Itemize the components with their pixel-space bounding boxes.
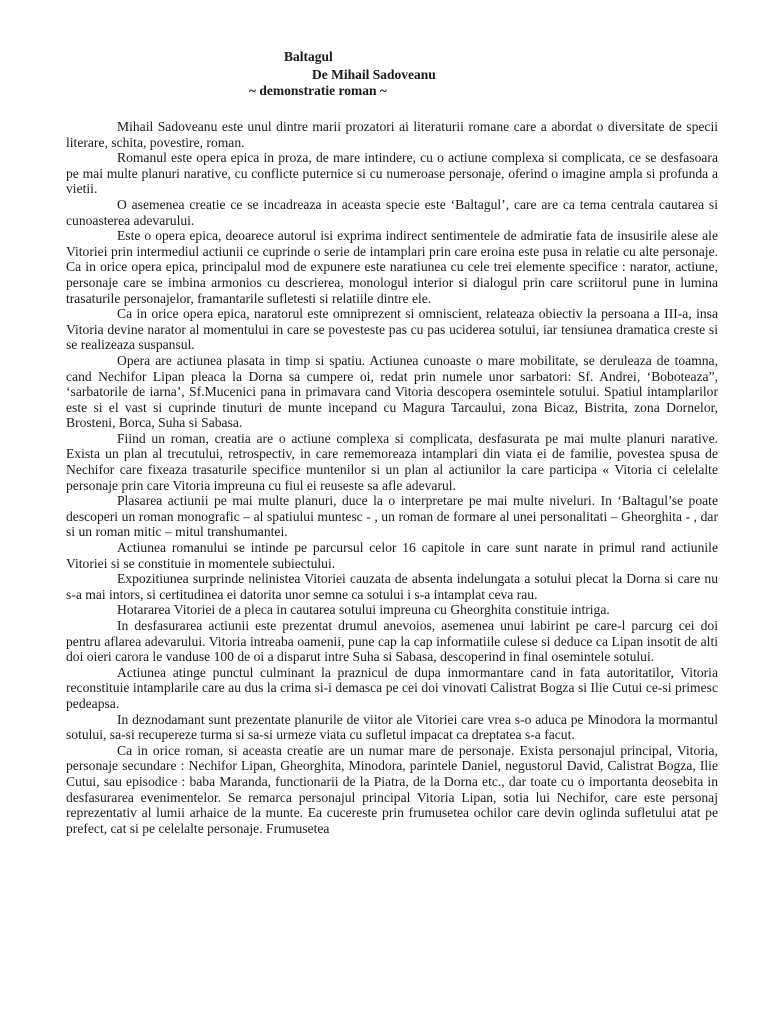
paragraph: Fiind un roman, creatia are o actiune complexa si complicata, desfasurata pe mai multe planuri narative. Exista un plan al trecutului, retrospectiv, in care rememoreaza intamplari din viata ei de familie, povestea spusa de Nechifor care fixeaza trasaturile specifice muntenilor si un plan al actiunilor la care participa « Vitoria ci celelalte personaje prin care Vitoria impreuna cu fiul ei reuseste sa afle adevarul. [66,430,718,493]
paragraph: Actiunea romanului se intinde pe parcursul celor 16 capitole in care sunt narate in primul rand actiunile Vitoriei si se constituie in momentele subiectului. [66,540,718,571]
body-text [66,119,718,836]
paragraph: In deznodamant sunt prezentate planurile de viitor ale Vitoriei care vrea s-o aduca pe Minodora la mormantul sotului, sa-si recupereze turma si sa-si urmeze viata cu sufletul impacat ca dreptatea s-a facut. [66,711,718,743]
paragraph: Plasarea actiunii pe mai multe planuri, duce la o interpretare pe mai multe niveluri. In ‘Baltagul’se poate descoperi un roman monografic – al spatiului muntesc - , un roman de formare al unei personalitati – Gheorghita - , dar si un roman mitic – mitul transhumantei. [66,493,718,540]
paragraph: Ca in orice opera epica, naratorul este omniprezent si omniscient, relateaza obiectiv la persoana a III-a, insa Vitoria devine narator al momentului in care se povesteste pas cu pas uciderea sotului, iar tensiunea dramatica creste si se realizeaza suspansul. [66,306,718,353]
paragraph: Romanul este opera epica in proza, de mare intindere, cu o actiune complexa si complicata, ce se desfasoara pe mai multe planuri narative, cu conflicte puternice si cu numeroase personaje, oferind o imagine ampla si profunda a vietii. [66,150,718,197]
paragraph: O asemenea creatie ce se incadreaza in aceasta specie este ‘Baltagul’, care are ca tema centrala cautarea si cunoasterea adevarului. [66,196,718,228]
paragraph: Expozitiunea surprinde nelinistea Vitoriei cauzata de absenta indelungata a sotului plecat la Dorna si care nu s-a mai intors, si certitudinea ei datorita unor semne ca sotului i s-a intamplat ceva rau. [66,571,718,602]
paragraph: Este o opera epica, deoarece autorul isi exprima indirect sentimentele de admiratie fata de insusirile alese ale Vitoriei prin intermediul actiunii ce cuprinde o serie de intamplari prin care eroina este pusa in relatie cu alte personaje. Ca in orice opera epica, principalul mod de expunere este naratiunea cu cele trei elemente specifice : narator, actiune, personaje care se imbina armonios cu descrierea, monologul interior si dialogul prin care scriitorul pune in lumina trasaturile personajelor, framantarile sufletesti si relatiile dintre ele. [66,228,718,306]
paragraph: Hotararea Vitoriei de a pleca in cautarea sotului impreuna cu Gheorghita constituie intriga. [117,602,610,618]
paragraph: Opera are actiunea plasata in timp si spatiu. Actiunea cunoaste o mare mobilitate, se deruleaza de toamna, cand Nechifor Lipan pleaca la Dorna sa cumpere oi, redat prin numele unor sarbatori: Sf. Andrei, ‘Boboteaza”, ‘sarbatorile de iarna’, Sf.Mucenici pana in primavara cand Vitoria descopera osemintele sotului. Spatiul intamplarilor este si el vast si cuprinde tinuturi de munte incepand cu Magura Tarcaului, zona Bicaz, Bistrita, zona Dornelor, Brosteni, Borca, Suha si Sabasa. [66,352,718,431]
document-author: De Mihail Sadoveanu [312,67,436,82]
document-title: Baltagul [284,49,333,64]
paragraph: Actiunea atinge punctul culminant la praznicul de dupa inmormantare cand in fata autoritatilor, Vitoria reconstituie intamplarile care au dus la crima si-i demasca pe cei doi vinovati Calistrat Bogza si Ilie Cutui ce-si primesc pedeapsa. [66,664,718,711]
paragraph: Ca in orice roman, si aceasta creatie are un numar mare de personaje. Exista personajul principal, Vitoria, personaje secundare : Nechifor Lipan, Gheorghita, Minodora, parintele Daniel, negustorul David, Calistrat Bogza, Ilie Cutui, sau episodice : baba Maranda, functionarii de la Piatra, de la Dorna etc., dar toate cu o importanta deosebita in desfasurarea evenimentelor. Se remarca personajul principal Vitoria Lipan, sotia lui Nechifor, care este personaj reprezentativ al lumii arhaice de la munte. Ea cucereste prin frumusetea ochilor care devin oglinda sufletului atat pe prefect, cat si pe celelalte personaje. Frumusetea [66,742,718,836]
paragraph: In desfasurarea actiunii este prezentat drumul anevoios, asemenea unui labirint pe care-l parcurg cei doi pentru aflarea adevarului. Vitoria intreaba oamenii, pune cap la cap informatiile culese si deduce ca Lipan insotit de alti doi oieri carora le vanduse 100 de oi a disparut intre Suha si Sabasa, descoperind in final osemintele sotului. [66,618,718,665]
paragraph: Mihail Sadoveanu este unul dintre marii prozatori ai literaturii romane care a abordat o diversitate de specii literare, schita, povestire, roman. [66,119,718,150]
document-subtitle: ~ demonstratie roman ~ [249,83,387,98]
